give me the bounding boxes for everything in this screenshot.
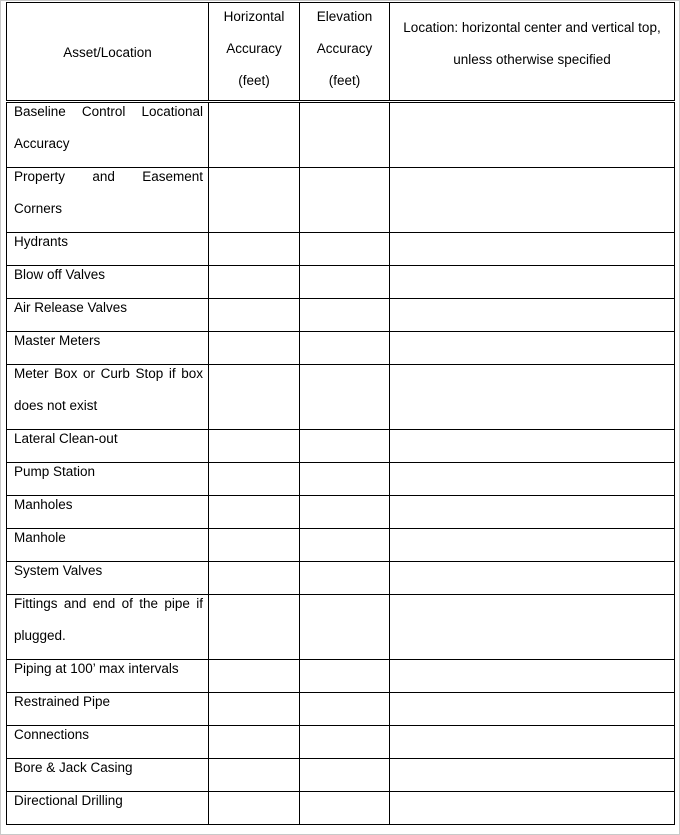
asset-label: Baseline Control Locational Accuracy (14, 104, 203, 151)
horizontal-accuracy-cell (209, 299, 300, 332)
asset-label: Bore & Jack Casing (14, 760, 133, 775)
table-row (7, 660, 675, 693)
header-elevation-line-1: Elevation (316, 8, 373, 24)
asset-cell (7, 660, 209, 693)
asset-accuracy-table (6, 2, 675, 825)
table-row (7, 233, 675, 266)
elevation-accuracy-cell (300, 168, 390, 233)
elevation-accuracy-cell (300, 332, 390, 365)
asset-cell (7, 496, 209, 529)
location-cell (390, 463, 675, 496)
location-cell (390, 726, 675, 759)
header-elevation-line-2: Accuracy (316, 40, 373, 56)
asset-label: Lateral Clean-out (14, 431, 118, 446)
horizontal-accuracy-cell (209, 693, 300, 726)
horizontal-accuracy-cell (209, 529, 300, 562)
asset-cell (7, 299, 209, 332)
elevation-accuracy-cell (300, 562, 390, 595)
header-horizontal-line-1: Horizontal (223, 8, 285, 24)
elevation-accuracy-cell (300, 266, 390, 299)
asset-cell (7, 233, 209, 266)
header-elevation-line-3: (feet) (328, 72, 361, 88)
asset-cell (7, 463, 209, 496)
elevation-accuracy-cell (300, 430, 390, 463)
elevation-accuracy-cell (300, 792, 390, 825)
horizontal-accuracy-cell (209, 168, 300, 233)
asset-label: Manholes (14, 497, 73, 512)
horizontal-accuracy-cell (209, 430, 300, 463)
location-cell (390, 299, 675, 332)
elevation-accuracy-cell (300, 693, 390, 726)
asset-label: Manhole (14, 530, 66, 545)
elevation-accuracy-cell (300, 365, 390, 430)
header-elevation-accuracy (300, 3, 390, 102)
asset-cell (7, 595, 209, 660)
horizontal-accuracy-cell (209, 759, 300, 792)
asset-cell (7, 693, 209, 726)
header-location-label: Location: horizontal center and vertical top, unless otherwise specified (403, 19, 661, 67)
asset-label: Master Meters (14, 333, 101, 348)
location-cell (390, 759, 675, 792)
table-row (7, 529, 675, 562)
elevation-accuracy-cell (300, 660, 390, 693)
asset-cell (7, 102, 209, 168)
location-cell (390, 102, 675, 168)
horizontal-accuracy-cell (209, 266, 300, 299)
location-cell (390, 562, 675, 595)
table-row (7, 102, 675, 168)
asset-label: System Valves (14, 563, 103, 578)
asset-label: Connections (14, 727, 90, 742)
asset-cell (7, 759, 209, 792)
location-cell (390, 660, 675, 693)
elevation-accuracy-cell (300, 529, 390, 562)
horizontal-accuracy-cell (209, 562, 300, 595)
horizontal-accuracy-cell (209, 792, 300, 825)
asset-cell (7, 266, 209, 299)
location-cell (390, 168, 675, 233)
table-row (7, 759, 675, 792)
horizontal-accuracy-cell (209, 595, 300, 660)
table-row (7, 693, 675, 726)
elevation-accuracy-cell (300, 299, 390, 332)
asset-label: Air Release Valves (14, 300, 128, 315)
asset-label: Pump Station (14, 464, 96, 479)
header-asset-location (7, 3, 209, 102)
table-row (7, 299, 675, 332)
asset-label: Meter Box or Curb Stop if box does not exist (14, 366, 203, 413)
elevation-accuracy-cell (300, 595, 390, 660)
asset-cell (7, 529, 209, 562)
table-row (7, 726, 675, 759)
horizontal-accuracy-cell (209, 660, 300, 693)
asset-cell (7, 430, 209, 463)
table-row (7, 496, 675, 529)
asset-label: Blow off Valves (14, 267, 106, 282)
asset-cell (7, 726, 209, 759)
asset-cell (7, 365, 209, 430)
location-cell (390, 792, 675, 825)
header-asset-label: Asset/Location (63, 44, 152, 60)
table-row (7, 463, 675, 496)
header-horizontal-line-2: Accuracy (226, 40, 282, 56)
location-cell (390, 332, 675, 365)
horizontal-accuracy-cell (209, 726, 300, 759)
horizontal-accuracy-cell (209, 463, 300, 496)
table-row (7, 332, 675, 365)
location-cell (390, 365, 675, 430)
elevation-accuracy-cell (300, 496, 390, 529)
asset-label: Property and Easement Corners (14, 169, 203, 216)
table-row (7, 266, 675, 299)
asset-label: Fittings and end of the pipe if plugged. (14, 596, 203, 643)
header-horizontal-line-3: (feet) (238, 72, 270, 88)
asset-cell (7, 332, 209, 365)
location-cell (390, 233, 675, 266)
asset-cell (7, 168, 209, 233)
table-header (7, 3, 675, 102)
elevation-accuracy-cell (300, 726, 390, 759)
table-body (7, 102, 675, 825)
header-location (390, 3, 675, 102)
table-row (7, 168, 675, 233)
location-cell (390, 496, 675, 529)
asset-label: Piping at 100’ max intervals (14, 661, 179, 676)
asset-cell (7, 792, 209, 825)
elevation-accuracy-cell (300, 102, 390, 168)
header-row (7, 3, 675, 102)
table-row (7, 430, 675, 463)
horizontal-accuracy-cell (209, 496, 300, 529)
location-cell (390, 595, 675, 660)
elevation-accuracy-cell (300, 463, 390, 496)
table-row (7, 595, 675, 660)
asset-cell (7, 562, 209, 595)
elevation-accuracy-cell (300, 759, 390, 792)
table-row (7, 792, 675, 825)
header-horizontal-accuracy (209, 3, 300, 102)
elevation-accuracy-cell (300, 233, 390, 266)
asset-label: Hydrants (14, 234, 69, 249)
horizontal-accuracy-cell (209, 332, 300, 365)
location-cell (390, 693, 675, 726)
table-row (7, 365, 675, 430)
horizontal-accuracy-cell (209, 233, 300, 266)
asset-label: Restrained Pipe (14, 694, 111, 709)
table-row (7, 562, 675, 595)
location-cell (390, 266, 675, 299)
horizontal-accuracy-cell (209, 102, 300, 168)
asset-label: Directional Drilling (14, 793, 123, 808)
horizontal-accuracy-cell (209, 365, 300, 430)
location-cell (390, 430, 675, 463)
location-cell (390, 529, 675, 562)
